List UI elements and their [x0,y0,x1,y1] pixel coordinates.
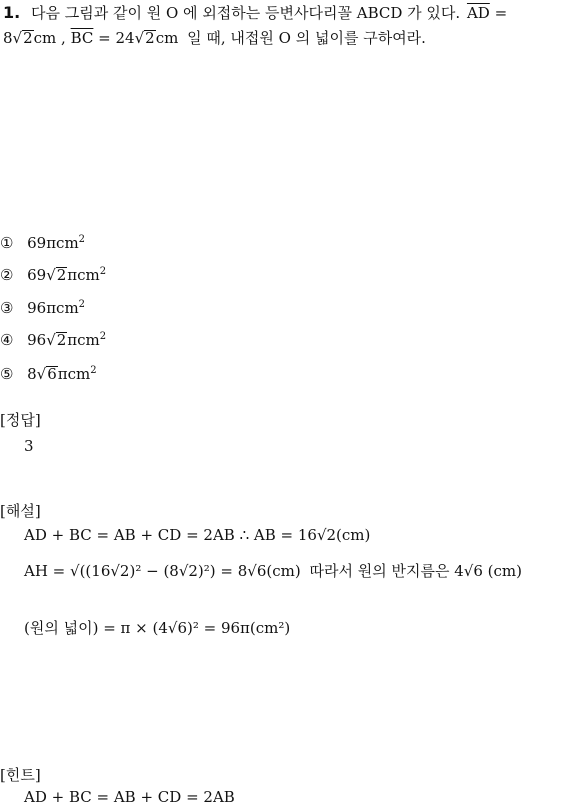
choice-value: 8√6πcm$^2$ [27,365,97,383]
choice-1[interactable] [0,233,85,252]
length-coefficient: 8 [3,29,13,47]
radical-sign: √ [12,29,23,47]
choice-number: ③ [0,299,14,317]
explanation-line-1: AD + BC = AB + CD = 2AB ∴ AB = 16√2(cm) [24,526,371,544]
question-tail-text: 일 때, 내접원 O 의 넓이를 구하여라. [187,29,426,47]
bc-value: = 24 [98,29,135,47]
explanation-label: [해설] [0,502,41,520]
question-text: 다음 그림과 같이 원 O 에 외접하는 등변사다리꼴 ABCD 가 있다. [31,4,461,22]
explanation-radius-text: 따라서 원의 반지름은 4√6 (cm) [309,562,522,580]
choice-value: 69πcm$^2$ [27,234,86,252]
choice-value: 96√2πcm$^2$ [27,331,107,349]
unit-cm: cm , [33,29,66,47]
radicand-2: 2 [23,29,33,47]
choice-4[interactable] [0,330,106,349]
radical-sign: √ [134,29,145,47]
question-line-1 [3,2,507,24]
unit-cm: cm [155,29,179,47]
segment-ad: $\overline{AD}$ [466,4,490,22]
hint-line-1: AD + BC = AB + CD = 2AB [24,788,235,806]
equals-sign: = [494,4,508,22]
choice-value: 96πcm$^2$ [27,299,86,317]
choice-2[interactable] [0,265,106,284]
explanation-line-3: (원의 넓이) = π × (4√6)² = 96π(cm²) [24,619,291,637]
choice-value: 69√2πcm$^2$ [27,266,107,284]
choice-number: ⑤ [0,365,14,383]
segment-bc: $\overline{BC}$ [70,29,94,47]
hint-label: [힌트] [0,766,41,784]
radicand-2: 2 [145,29,155,47]
answer-value: 3 [24,437,34,455]
choice-number: ① [0,234,14,252]
choice-3[interactable] [0,298,85,317]
explanation-formula: AH = √((16√2)² − (8√2)²) = 8√6(cm) [24,562,301,580]
choice-number: ② [0,266,14,284]
explanation-line-2 [24,560,522,581]
question-number: 1. [3,3,21,22]
question-line-2 [3,27,426,49]
choice-5[interactable] [0,364,97,383]
choice-number: ④ [0,331,14,349]
answer-label: [정답] [0,411,41,429]
